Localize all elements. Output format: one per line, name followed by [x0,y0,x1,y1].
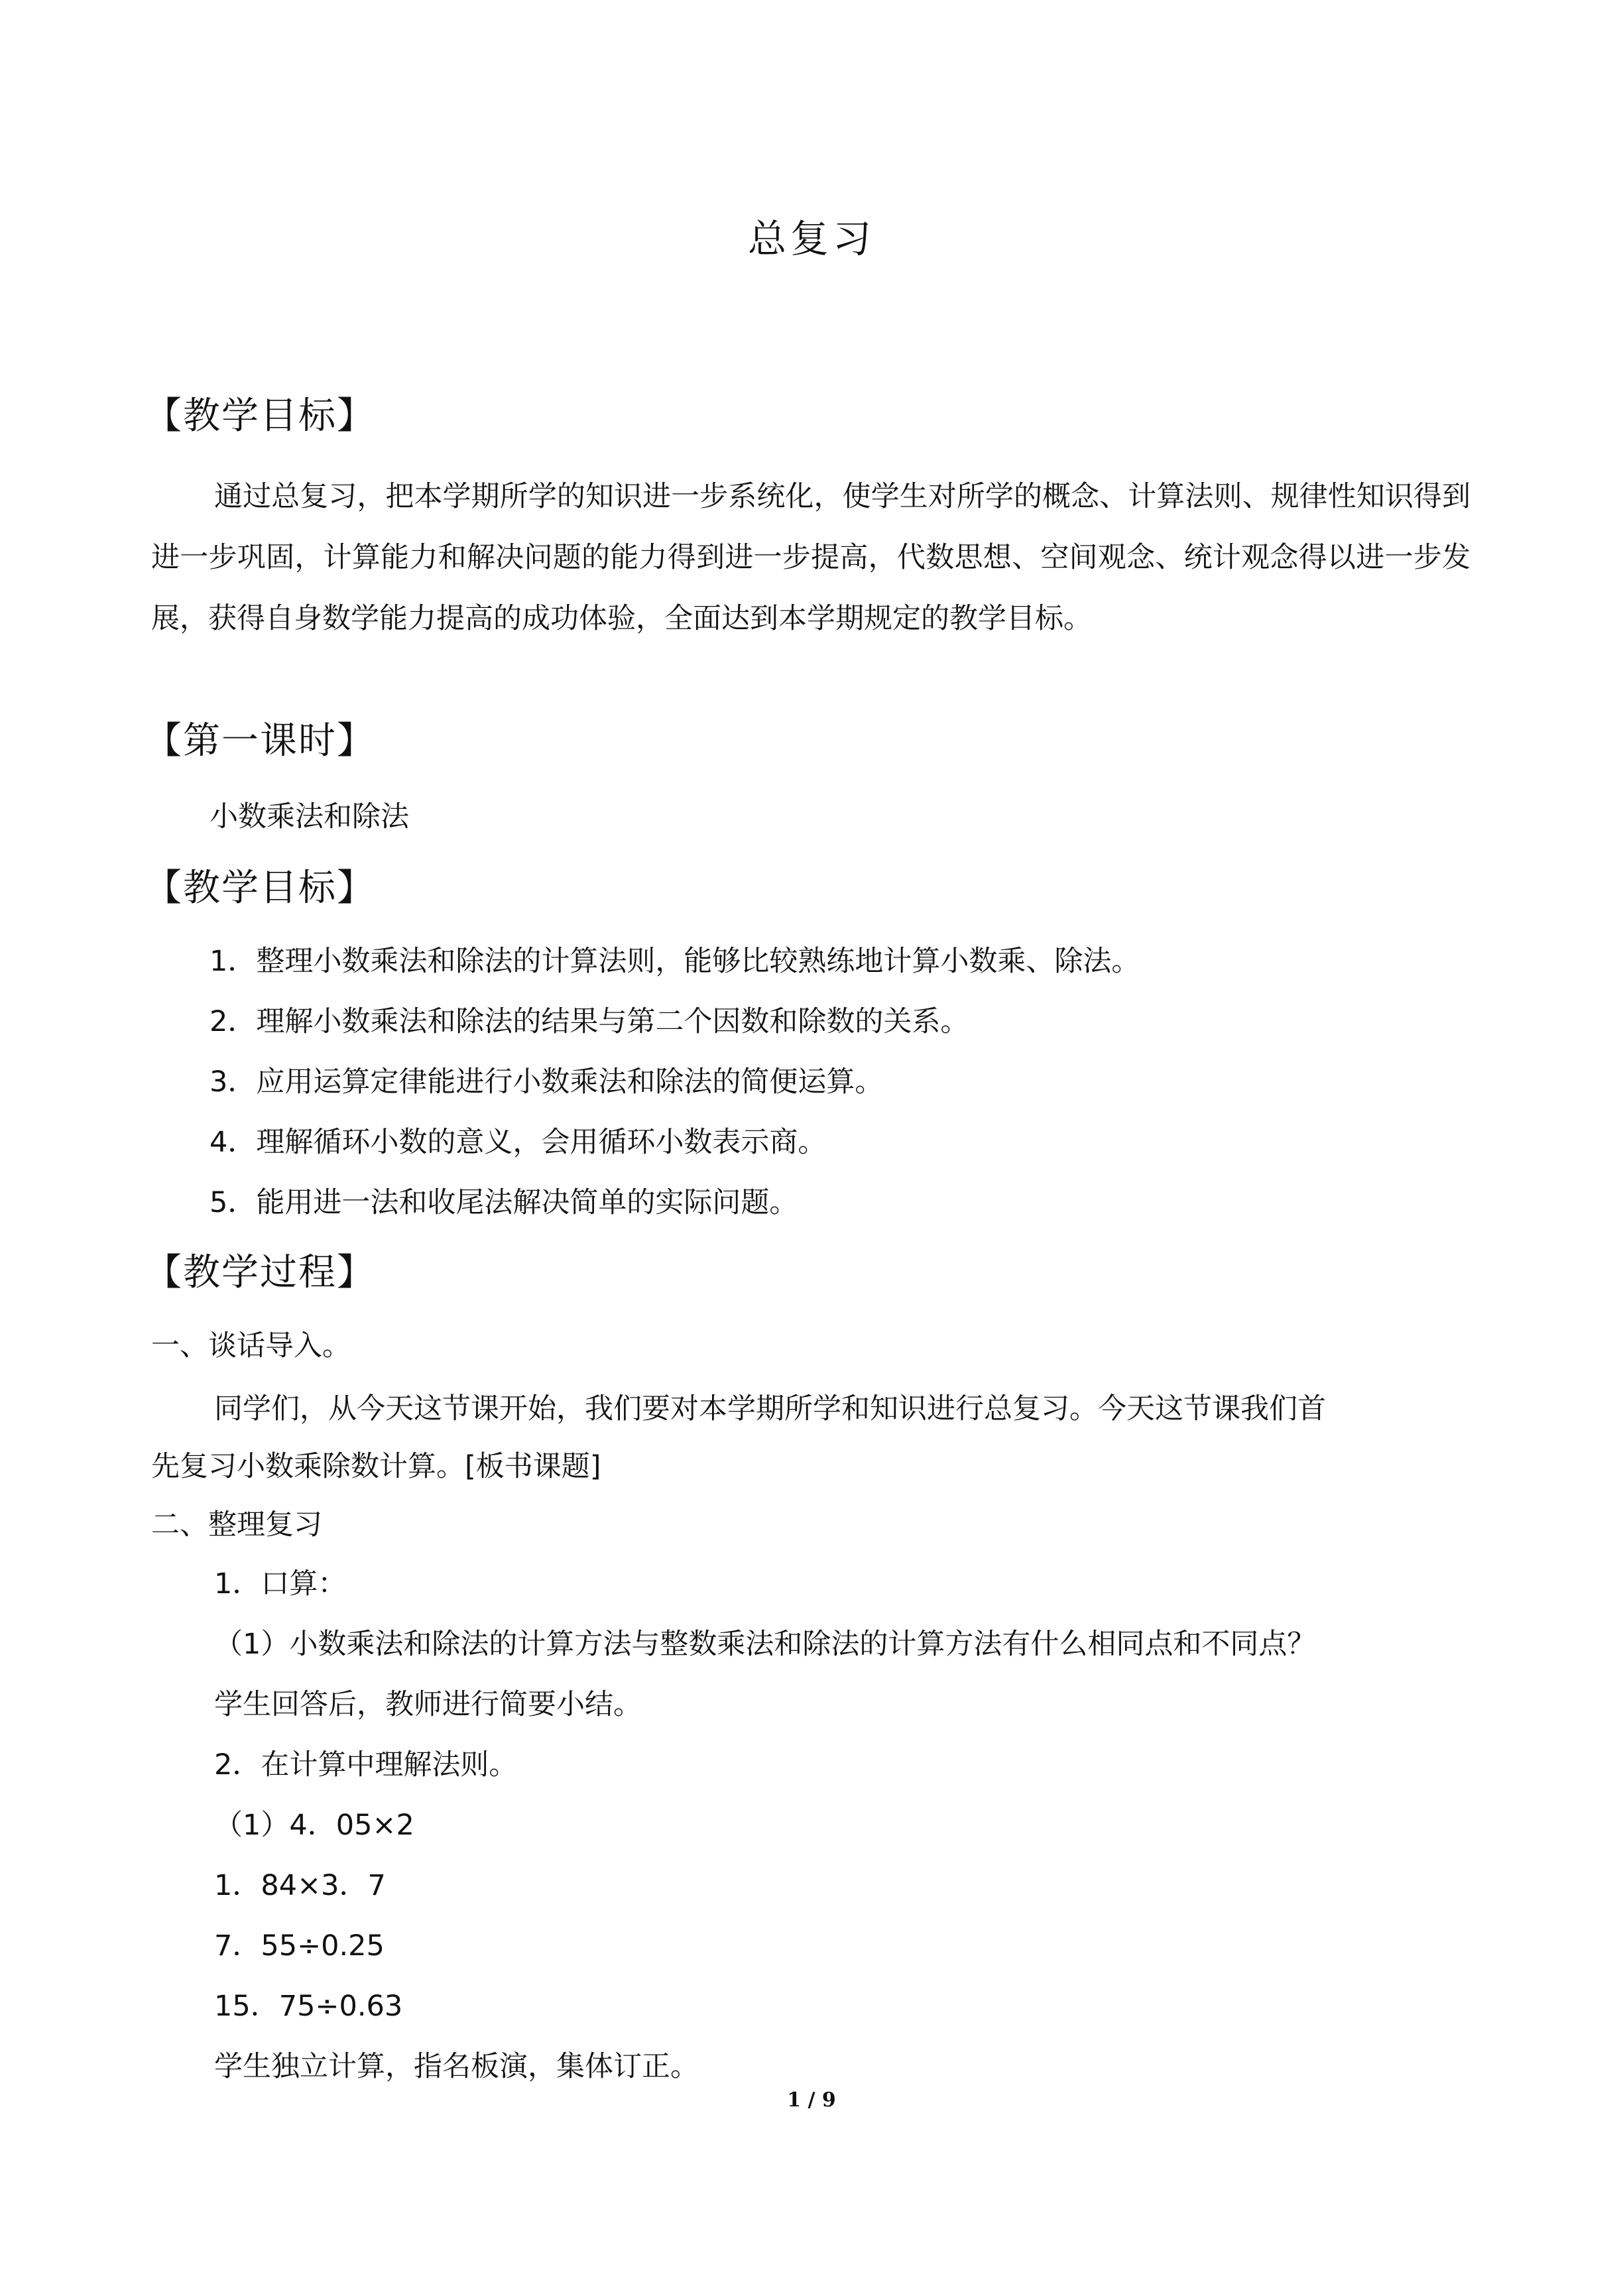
heading-lesson-one: 【第一课时】 [145,719,375,762]
step-one-title: 一、谈话导入。 [151,1329,351,1362]
paragraph-overview: 通过总复习，把本学期所学的知识进一步系统化，使学生对所学的概念、计算法则、规律性知识得到进一步巩固，计算能力和解决问题的能力得到进一步提高，代数思想、空间观念、统计观念得以进一步发展，获得自身数学能力提高的成功体验，全面达到本学期规定的教学目标。 [151,480,1471,635]
oral-title: 1．口算： [214,1567,347,1601]
heading-process: 【教学过程】 [145,1251,375,1294]
calc-item: 7．55÷0.25 [214,1929,385,1963]
oral-note: 学生回答后，教师进行简要小结。 [214,1688,642,1721]
objective-item: 2．理解小数乘法和除法的结果与第二个因数和除数的关系。 [210,1005,969,1038]
calc-title: 2．在计算中理解法则。 [214,1748,518,1782]
document-title: 总复习 [747,216,875,261]
step-one-text: 同学们，从今天这节课开始，我们要对本学期所学和知识进行总复习。今天这节课我们首 [214,1392,1326,1425]
objective-item: 3．应用运算定律能进行小数乘法和除法的简便运算。 [210,1065,884,1099]
objective-item: 4．理解循环小数的意义，会用循环小数表示商。 [210,1126,827,1159]
oral-question: （1）小数乘法和除法的计算方法与整数乘法和除法的计算方法有什么相同点和不同点？ [214,1628,1316,1661]
calc-item: 15．75÷0.63 [214,1990,403,2023]
objective-item: 1．整理小数乘法和除法的计算法则，能够比较熟练地计算小数乘、除法。 [210,945,1140,978]
calc-item: （1）4．05×2 [214,1809,414,1842]
objective-item: 5．能用进一法和收尾法解决简单的实际问题。 [210,1186,798,1219]
step-one-text: 先复习小数乘除数计算。[板书课题] [151,1450,601,1483]
heading-objectives: 【教学目标】 [145,867,375,910]
heading-teaching-goals: 【教学目标】 [145,394,375,438]
step-two-title: 二、整理复习 [151,1508,322,1541]
page-number: 1 / 9 [787,2088,836,2112]
calc-note: 学生独立计算，指名板演，集体订正。 [214,2050,699,2083]
calc-item: 1．84×3．7 [214,1869,386,1902]
lesson-topic: 小数乘法和除法 [210,800,409,833]
